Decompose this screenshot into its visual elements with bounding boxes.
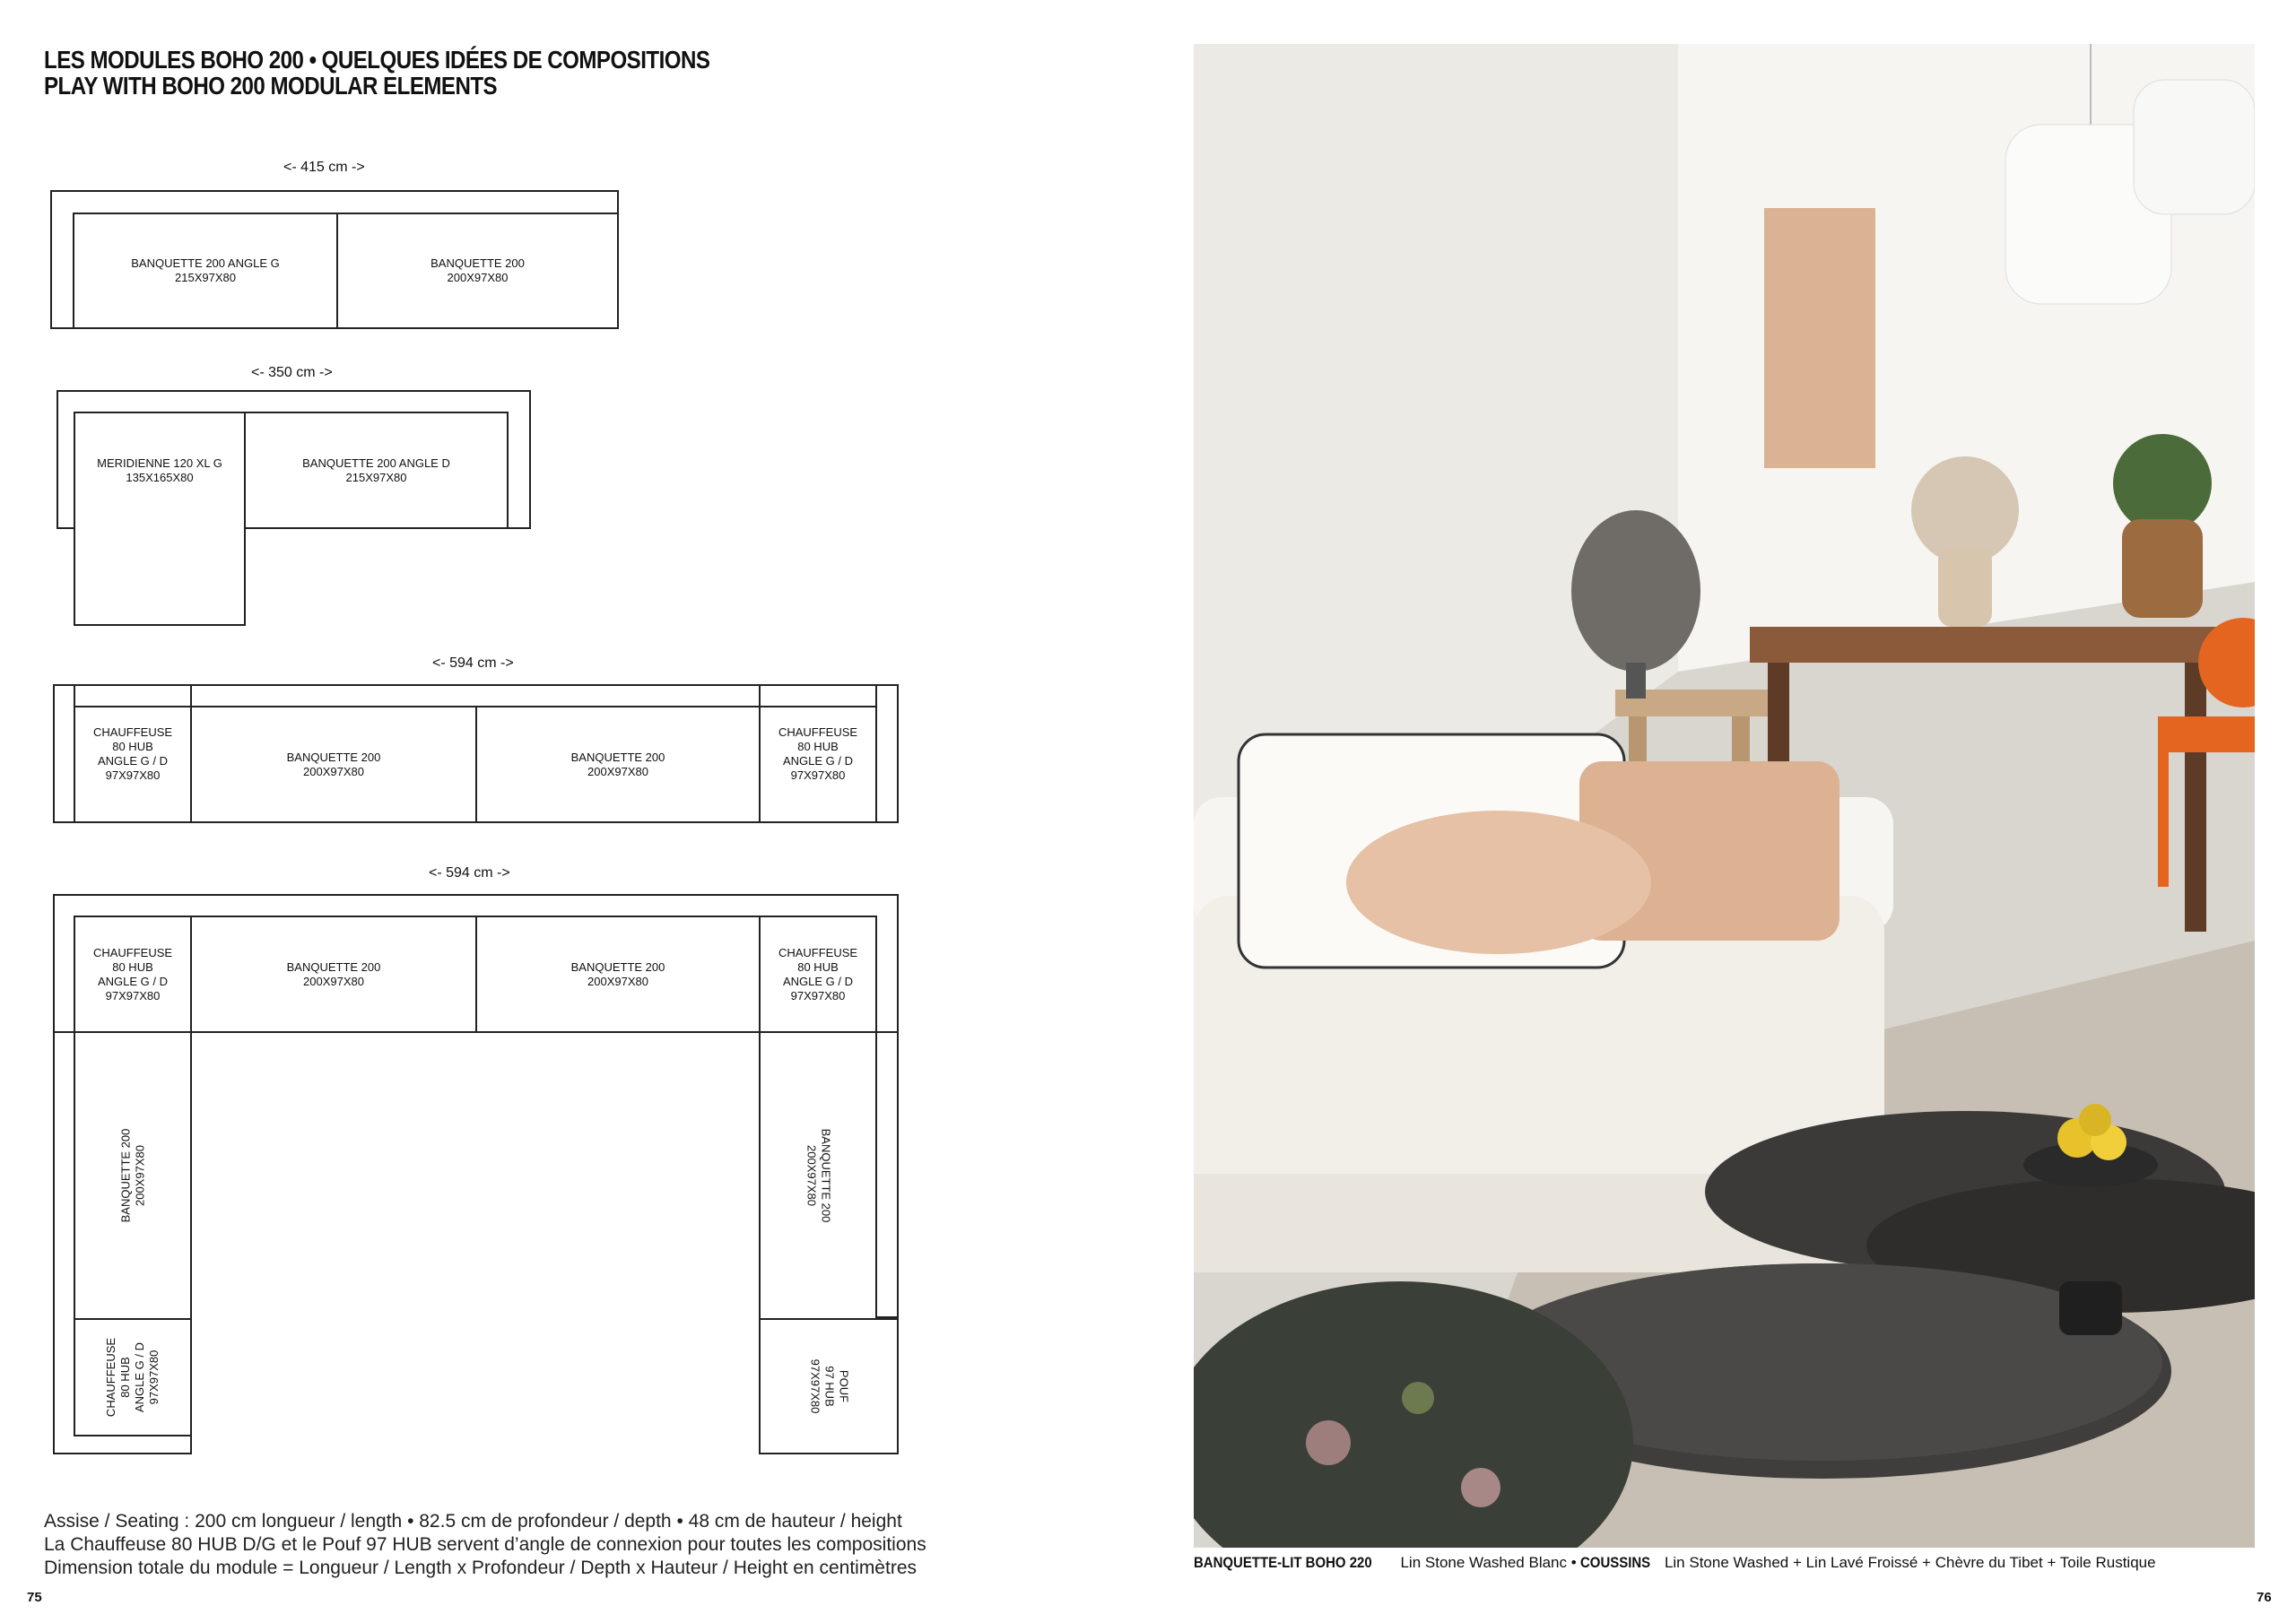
title-line-2: PLAY WITH BOHO 200 MODULAR ELEMENTS	[44, 72, 498, 100]
title-line-1: LES MODULES BOHO 200 • QUELQUES IDÉES DE COMPOSITIONS	[44, 46, 710, 74]
module-dims: 97X97X80	[105, 988, 161, 1002]
living-room-photo	[1194, 44, 2255, 1548]
module-name: BANQUETTE 200 ANGLE G	[131, 256, 280, 270]
module-dims: 200X97X80	[132, 1145, 146, 1206]
module-line: CHAUFFEUSE	[778, 945, 858, 959]
module-dims: 200X97X80	[303, 974, 364, 988]
module-name: BANQUETTE 200 ANGLE D	[302, 456, 450, 470]
module-banquette-200	[475, 706, 761, 823]
module-chauffeuse-bottom-left	[74, 1318, 192, 1436]
module-name: BANQUETTE 200	[117, 1128, 132, 1223]
module-line: CHAUFFEUSE	[104, 1337, 117, 1418]
caption-product-desc: Lin Stone Washed Blanc •	[1396, 1554, 1581, 1571]
module-banquette-angle-g	[73, 213, 338, 329]
module-banquette-200-vertical-right	[759, 1031, 877, 1320]
width-label-3: <- 594 cm ->	[432, 655, 514, 671]
module-pouf	[759, 1318, 899, 1454]
module-dims: 97X97X80	[807, 1358, 822, 1414]
module-name: BANQUETTE 200	[570, 750, 665, 764]
module-dims: 200X97X80	[804, 1145, 818, 1206]
seat-outline	[759, 706, 877, 823]
module-line: ANGLE G / D	[97, 974, 169, 988]
page-number-right: 76	[2257, 1590, 2272, 1605]
module-line: CHAUFFEUSE	[92, 725, 173, 739]
seat-outline	[74, 706, 192, 823]
module-name: MERIDIENNE 120 XL G	[97, 456, 222, 470]
module-chauffeuse-top-right	[759, 916, 877, 1033]
module-line: ANGLE G / D	[97, 753, 169, 768]
caption-cushions: COUSSINS	[1580, 1554, 1651, 1571]
dimension-notes	[44, 1510, 926, 1580]
module-banquette-200	[190, 706, 477, 823]
module-dims: 97X97X80	[790, 768, 846, 782]
module-line: ANGLE G / D	[782, 753, 854, 768]
module-name: BANQUETTE 200	[570, 959, 665, 974]
page-title	[44, 47, 709, 99]
width-label-1: <- 415 cm ->	[283, 160, 365, 175]
module-chauffeuse-top-left	[74, 916, 192, 1033]
module-dims: 135X165X80	[126, 471, 194, 484]
module-dims: 200X97X80	[587, 764, 648, 778]
module-dims: 200X97X80	[447, 271, 509, 284]
module-line: ANGLE G / D	[782, 974, 854, 988]
module-line: 80 HUB	[797, 739, 839, 753]
module-dims: 97X97X80	[105, 768, 161, 782]
module-name: BANQUETTE 200	[430, 256, 525, 270]
module-line: CHAUFFEUSE	[92, 945, 173, 959]
backrest-frame-bottom-left	[53, 1435, 192, 1454]
caption-product: BANQUETTE-LIT BOHO 220	[1194, 1554, 1372, 1571]
module-name: BANQUETTE 200	[818, 1128, 832, 1223]
module-dims: 215X97X80	[345, 470, 407, 484]
module-banquette-200	[475, 916, 761, 1033]
module-line: 97 HUB	[822, 1366, 836, 1407]
module-banquette-200-vertical-left	[74, 1031, 192, 1320]
module-line: POUF	[836, 1369, 850, 1403]
photo-caption	[1194, 1554, 2156, 1572]
caption-cushions-desc: Lin Stone Washed + Lin Lavé Froissé + Chèvre du Tibet + Toile Rustique	[1660, 1554, 2156, 1571]
module-banquette-angle-d	[244, 412, 509, 529]
photo-illustration	[1194, 44, 2255, 1548]
module-dims: 200X97X80	[587, 974, 648, 988]
page-number-left: 75	[27, 1590, 42, 1605]
module-meridienne	[74, 412, 246, 626]
module-dims: 97X97X80	[790, 988, 846, 1002]
module-line: 80 HUB	[797, 959, 839, 974]
module-dims: 200X97X80	[303, 764, 364, 778]
module-banquette-200	[336, 213, 619, 329]
module-line: 80 HUB	[118, 1357, 132, 1398]
module-name: BANQUETTE 200	[286, 750, 381, 764]
note-line: Assise / Seating : 200 cm longueur / length • 82.5 cm de profondeur / depth • 48 cm de hauteur / height	[44, 1511, 902, 1532]
module-line: ANGLE G / D	[133, 1341, 146, 1413]
note-line: La Chauffeuse 80 HUB D/G et le Pouf 97 HUB servent d’angle de connexion pour toutes les compositions	[44, 1534, 926, 1555]
module-line: 80 HUB	[112, 959, 153, 974]
width-label-4: <- 594 cm ->	[429, 865, 510, 881]
module-line: CHAUFFEUSE	[778, 725, 858, 739]
module-line: 80 HUB	[112, 739, 153, 753]
note-line: Dimension totale du module = Longueur / Length x Profondeur / Depth x Hauteur / Height en centimètres	[44, 1558, 917, 1578]
width-label-2: <- 350 cm ->	[251, 365, 333, 380]
module-name: BANQUETTE 200	[286, 959, 381, 974]
module-banquette-200	[190, 916, 477, 1033]
module-dims: 215X97X80	[175, 271, 236, 284]
module-dims: 97X97X80	[147, 1350, 161, 1405]
